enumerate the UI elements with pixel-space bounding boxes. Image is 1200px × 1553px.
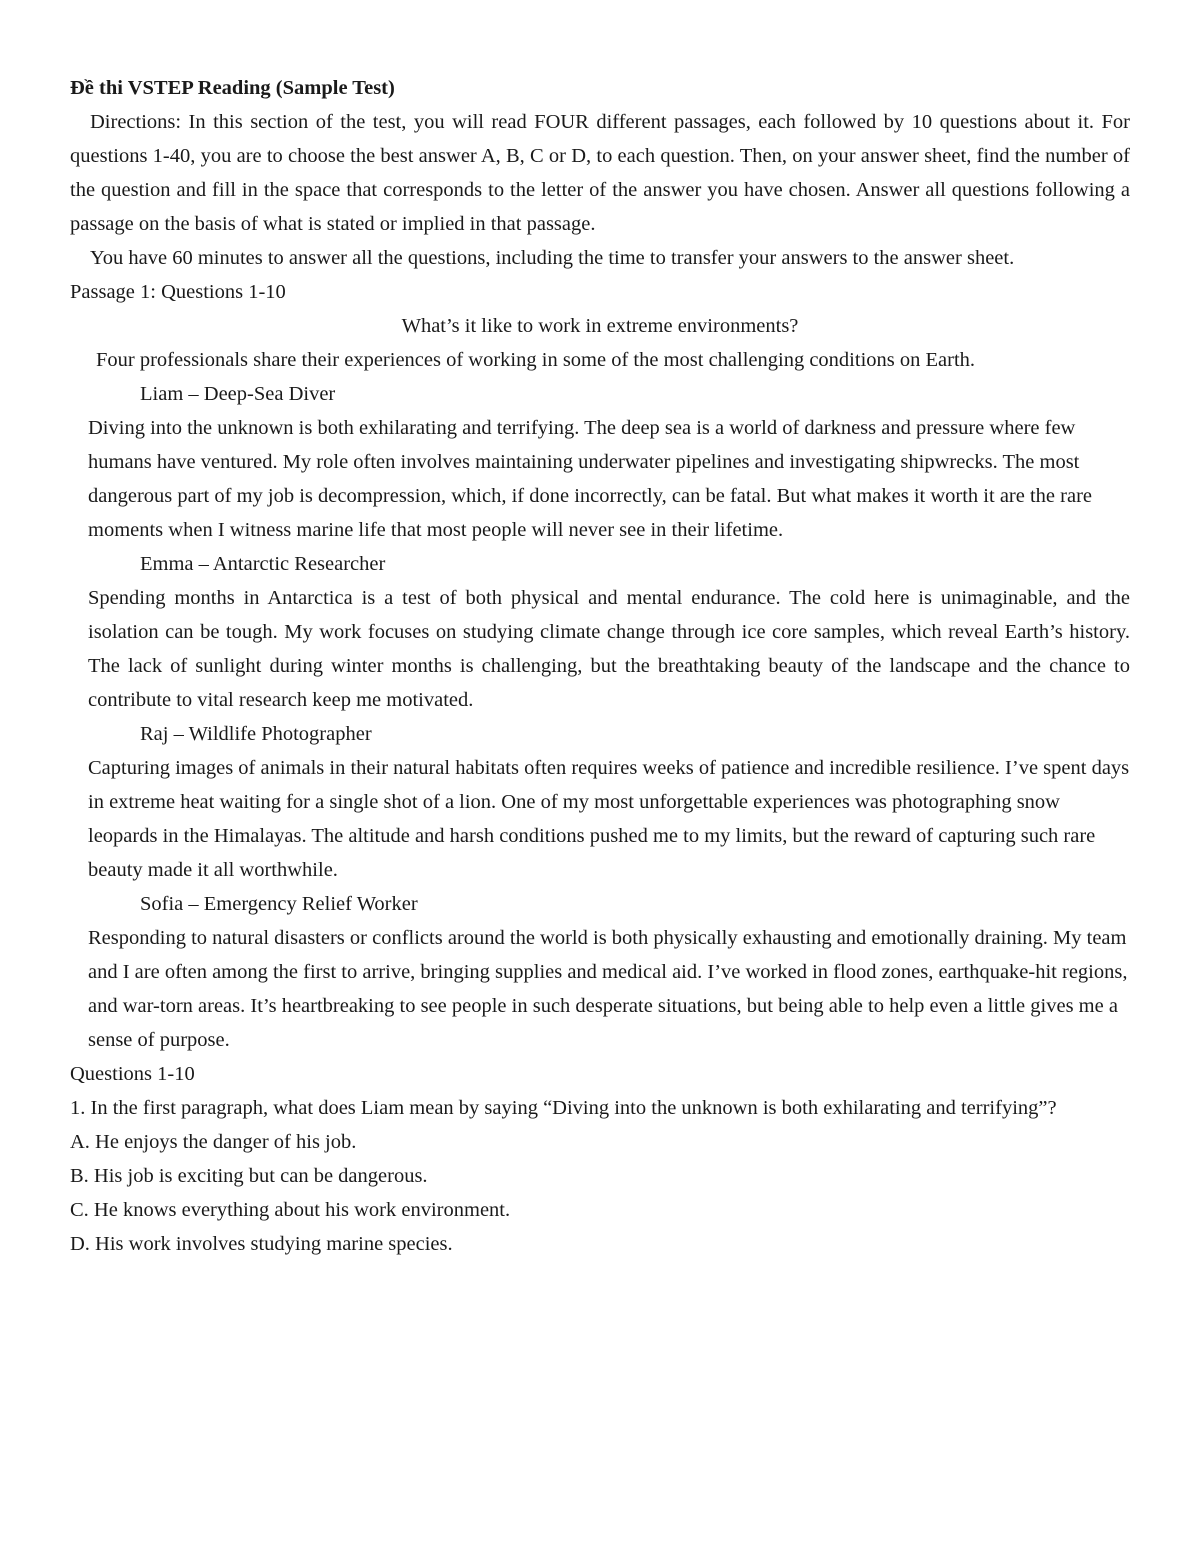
speaker-name-emma: Emma – Antarctic Researcher	[140, 553, 386, 575]
questions-heading: Questions 1-10	[70, 1063, 195, 1085]
speaker-name-liam: Liam – Deep-Sea Diver	[140, 383, 336, 405]
passage-intro: Four professionals share their experiences of working in some of the most challenging conditions on Earth.	[96, 349, 976, 371]
document-page	[70, 71, 1130, 1261]
question-1-option-c: C. He knows everything about his work environment.	[70, 1199, 511, 1221]
question-1-option-b: B. His job is exciting but can be dangerous.	[70, 1165, 428, 1187]
document-title: Đề thi VSTEP Reading (Sample Test)	[70, 77, 395, 99]
passage-title: What’s it like to work in extreme environments?	[401, 315, 799, 337]
speaker-name-raj: Raj – Wildlife Photographer	[140, 723, 372, 745]
question-1-stem: 1. In the first paragraph, what does Liam mean by saying “Diving into the unknown is both exhilarating and terrifying”?	[70, 1097, 1057, 1119]
question-1-option-d: D. His work involves studying marine species.	[70, 1233, 453, 1255]
time-note-paragraph: You have 60 minutes to answer all the questions, including the time to transfer your answers to the answer sheet.	[90, 247, 1015, 269]
question-1-option-a: A. He enjoys the danger of his job.	[70, 1131, 357, 1153]
directions-paragraph: Directions: In this section of the test, you will read FOUR different passages, each followed by 10 questions about it. For questions 1-40, you are to choose the best answer A, B, C or D, to each question. Then, on your answer sheet, find the number of the question and fill in the space that corresponds to the letter of the answer you have chosen. Answer all questions following a passage on the basis of what is stated or implied in that passage.	[70, 111, 1130, 235]
speaker-text-liam: Diving into the unknown is both exhilarating and terrifying. The deep sea is a world of darkness and pressure where few humans have ventured. My role often involves maintaining underwater pipelines and investigating shipwrecks. The most dangerous part of my job is decompression, which, if done incorrectly, can be fatal. But what makes it worth it are the rare moments when I witness marine life that most people will never see in their lifetime.	[88, 417, 1092, 541]
passage-heading: Passage 1: Questions 1-10	[70, 281, 286, 303]
speaker-name-sofia: Sofia – Emergency Relief Worker	[140, 893, 418, 915]
speaker-text-emma: Spending months in Antarctica is a test of both physical and mental endurance. The cold here is unimaginable, and the isolation can be tough. My work focuses on studying climate change through ice core samples, which reveal Earth’s history. The lack of sunlight during winter months is challenging, but the breathtaking beauty of the landscape and the chance to contribute to vital research keep me motivated.	[88, 587, 1130, 711]
speaker-text-sofia: Responding to natural disasters or conflicts around the world is both physically exhausting and emotionally draining. My team and I are often among the first to arrive, bringing supplies and medical aid. I’ve worked in flood zones, earthquake-hit regions, and war-torn areas. It’s heartbreaking to see people in such desperate situations, but being able to help even a little gives me a sense of purpose.	[88, 927, 1128, 1051]
speaker-text-raj: Capturing images of animals in their natural habitats often requires weeks of patience and incredible resilience. I’ve spent days in extreme heat waiting for a single shot of a lion. One of my most unforgettable experiences was photographing snow leopards in the Himalayas. The altitude and harsh conditions pushed me to my limits, but the reward of capturing such rare beauty made it all worthwhile.	[88, 757, 1130, 881]
